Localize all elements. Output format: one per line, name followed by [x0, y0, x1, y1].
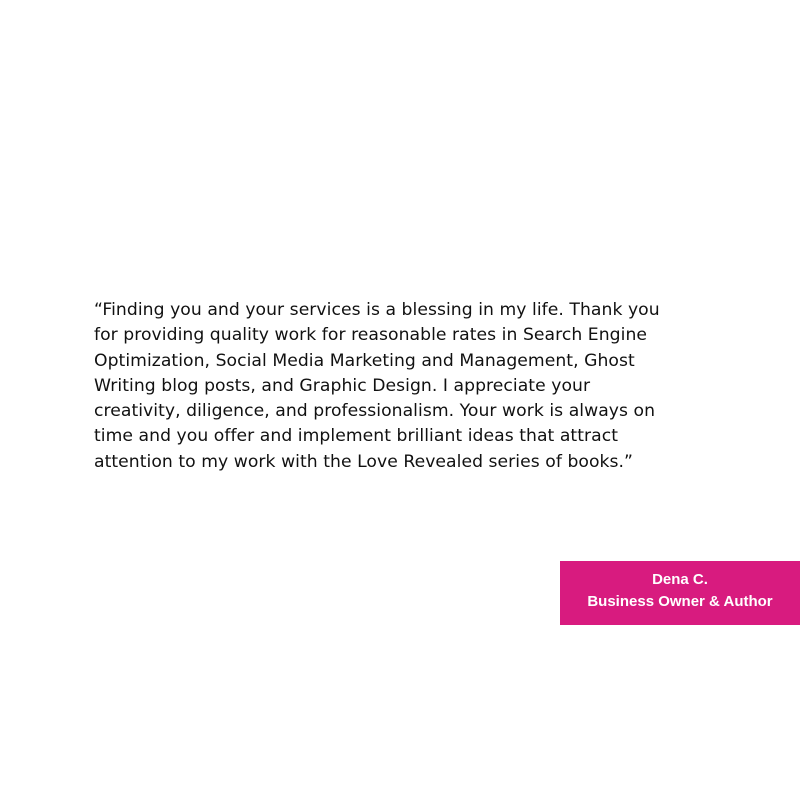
quote-line: “Finding you and your services is a blessing in my life. Thank you: [94, 300, 660, 320]
quote-line: Optimization, Social Media Marketing and Management, Ghost: [94, 350, 635, 371]
author-title: Business Owner & Author: [587, 593, 773, 610]
quote-line: creativity, diligence, and professionalism. Your work is always on: [94, 401, 656, 422]
author-badge: [560, 561, 800, 625]
testimonial-quote: [94, 298, 774, 475]
quote-line: for providing quality work for reasonable rates in Search Engine: [94, 325, 648, 346]
quote-line: Writing blog posts, and Graphic Design. I appreciate your: [94, 375, 591, 396]
author-name: Dena C.: [652, 571, 708, 588]
quote-line: attention to my work with the Love Revealed series of books.”: [94, 451, 634, 472]
quote-line: time and you offer and implement brilliant ideas that attract: [94, 426, 618, 447]
